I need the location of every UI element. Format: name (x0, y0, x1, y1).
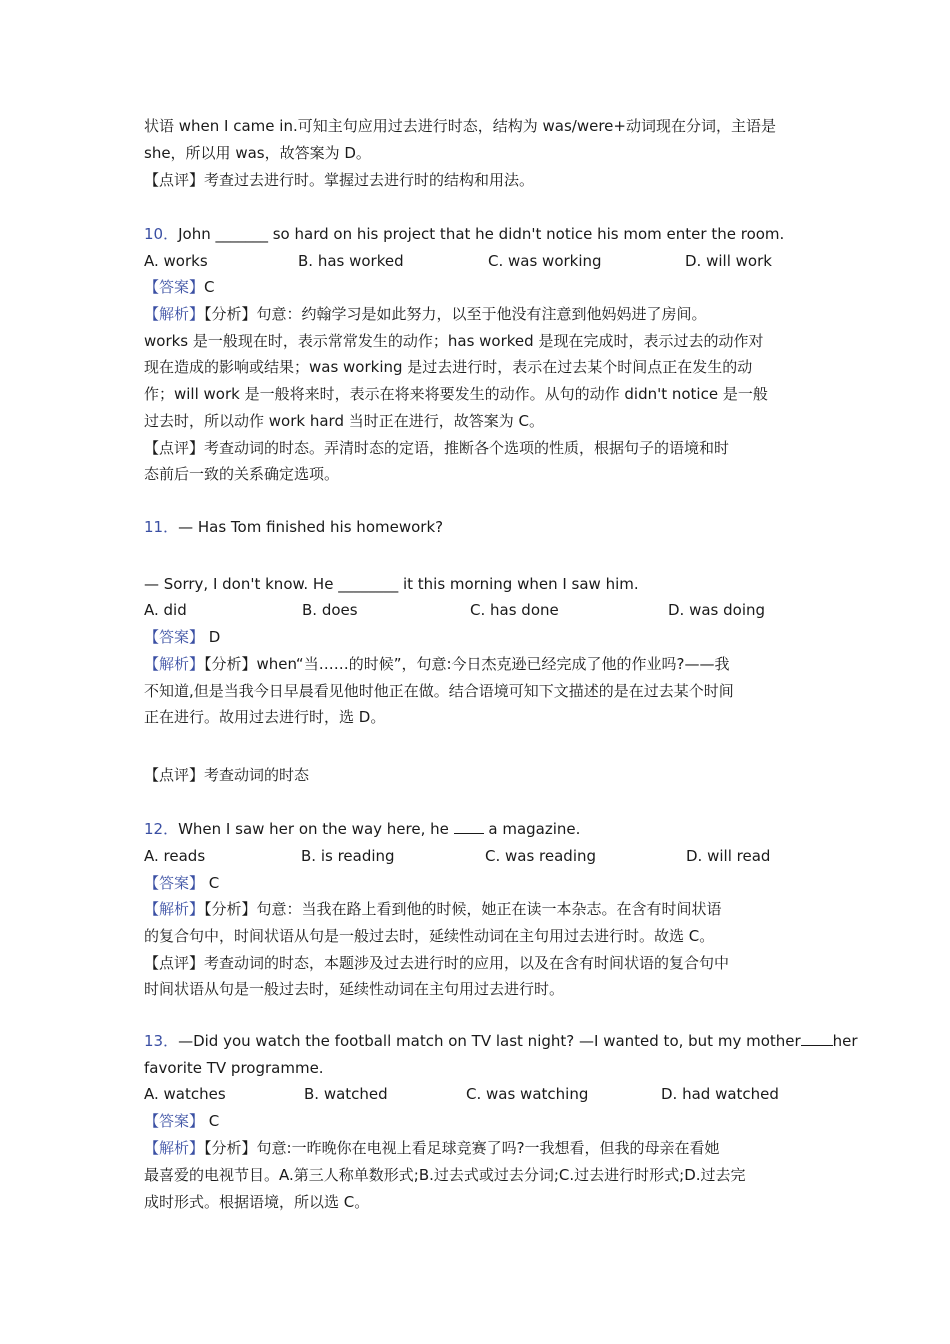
q13-option-b: B. watched (304, 1085, 388, 1103)
q12-blank (454, 819, 484, 834)
q11-analysis-line-3: 正在进行。故用过去进行时，选 D。 (144, 708, 386, 726)
q12-option-b: B. is reading (301, 847, 395, 865)
q11-analysis-line-1 (144, 654, 730, 674)
q13-stem-2: favorite TV programme. (144, 1059, 324, 1077)
analysis-label: 【解析】 (144, 655, 205, 673)
q12-number: 12． (144, 820, 179, 838)
analysis-text: 【分析】句意：约翰学习是如此努力，以至于他没有注意到他妈妈进了房间。 (204, 305, 707, 323)
q10-analysis-line-1 (144, 304, 707, 324)
q10-analysis-line-5: 过去时，所以动作 work hard 当时正在进行，故答案为 C。 (144, 412, 544, 430)
analysis-text: 【分析】句意:一昨晚你在电视上看足球竞赛了吗?一我想看，但我的母亲在看她 (204, 1139, 720, 1157)
q13-analysis-line-2: 最喜爱的电视节目。A.第三人称单数形式;B.过去式或过去分词;C.过去进行时形式;D.过去完 (144, 1166, 746, 1184)
q13-option-c: C. was watching (466, 1085, 589, 1103)
q12-stem (144, 819, 580, 839)
q13-number: 13． (144, 1032, 179, 1050)
answer-value: D (208, 628, 221, 646)
q10-stem-text: John _______ so hard on his project that he didn't notice his mom enter the room. (178, 225, 785, 243)
comment-text: 考查过去进行时。掌握过去进行时的结构和用法。 (204, 171, 535, 189)
q12-option-c: C. was reading (485, 847, 597, 865)
answer-label: 【答案】 (144, 628, 205, 646)
q13-stem-before: —Did you watch the football match on TV last night? —I wanted to, but my mother (178, 1032, 801, 1050)
q11-option-a: A. did (144, 601, 187, 619)
q13-answer (144, 1111, 219, 1131)
q12-stem-before: When I saw her on the way here, he (178, 820, 454, 838)
intro-line-2: she，所以用 was，故答案为 D。 (144, 144, 371, 162)
answer-label: 【答案】 (144, 874, 205, 892)
q11-answer (144, 627, 220, 647)
answer-value: C (208, 1112, 220, 1130)
q11-stem-2: — Sorry, I don't know. He ________ it this morning when I saw him. (144, 575, 639, 593)
analysis-label: 【解析】 (144, 1139, 205, 1157)
answer-value: C (208, 874, 220, 892)
q12-answer (144, 873, 219, 893)
q10-number: 10． (144, 225, 179, 243)
q10-analysis-line-2: works 是一般现在时，表示常常发生的动作；has worked 是现在完成时，表示过去的动作对 (144, 332, 764, 350)
q10-analysis-line-3: 现在造成的影响或结果；was working 是过去进行时，表示在过去某个时间点正在发生的动 (144, 358, 753, 376)
intro-comment (144, 170, 534, 190)
comment-label: 【点评】 (144, 171, 205, 189)
answer-value: C (204, 278, 215, 296)
q11-number: 11． (144, 518, 179, 536)
q13-analysis-line-1 (144, 1138, 720, 1158)
q10-option-d: D. will work (685, 252, 772, 270)
analysis-label: 【解析】 (144, 305, 205, 323)
q12-stem-after: a magazine. (483, 820, 581, 838)
q11-analysis-line-2: 不知道,但是当我今日早晨看见他时他正在做。结合语境可知下文描述的是在过去某个时间 (144, 682, 734, 700)
q10-stem (144, 224, 784, 244)
q13-stem-after: her (832, 1032, 858, 1050)
q13-stem-1 (144, 1031, 858, 1051)
q12-option-d: D. will read (686, 847, 771, 865)
q11-comment: 【点评】考查动词的时态 (144, 766, 310, 784)
q12-comment-line-1: 【点评】考查动词的时态，本题涉及过去进行时的应用，以及在含有时间状语的复合句中 (144, 954, 730, 972)
q10-option-a: A. works (144, 252, 208, 270)
q12-option-a: A. reads (144, 847, 206, 865)
q10-answer (144, 277, 215, 297)
q13-option-a: A. watches (144, 1085, 226, 1103)
q10-analysis-line-4: 作；will work 是一般将来时，表示在将来将要发生的动作。从句的动作 didn't notice 是一般 (144, 385, 768, 403)
q11-option-d: D. was doing (668, 601, 766, 619)
q10-comment-line-2: 态前后一致的关系确定选项。 (144, 465, 340, 483)
analysis-label: 【解析】 (144, 900, 205, 918)
q11-option-b: B. does (302, 601, 358, 619)
q12-analysis-line-2: 的复合句中，时间状语从句是一般过去时，延续性动词在主句用过去进行时。故选 C。 (144, 927, 715, 945)
q11-option-c: C. has done (470, 601, 559, 619)
intro-line-1: 状语 when I came in.可知主句应用过去进行时态，结构为 was/were+动词现在分词，主语是 (144, 117, 776, 135)
analysis-text: 【分析】句意：当我在路上看到他的时候，她正在读一本杂志。在含有时间状语 (204, 900, 722, 918)
q10-option-c: C. was working (488, 252, 602, 270)
answer-label: 【答案】 (144, 1112, 205, 1130)
q13-analysis-line-3: 成时形式。根据语境，所以选 C。 (144, 1193, 370, 1211)
q10-comment-line-1: 【点评】考查动词的时态。弄清时态的定语，推断各个选项的性质，根据句子的语境和时 (144, 439, 730, 457)
q13-blank (801, 1031, 833, 1046)
answer-label: 【答案】 (144, 278, 205, 296)
q13-option-d: D. had watched (661, 1085, 779, 1103)
q10-option-b: B. has worked (298, 252, 404, 270)
q12-analysis-line-1 (144, 899, 722, 919)
analysis-text: 【分析】when“当……的时候”，句意:今日杰克逊已经完成了他的作业吗?——我 (204, 655, 730, 673)
q11-stem-text: — Has Tom finished his homework? (178, 518, 444, 536)
q11-stem-1 (144, 517, 443, 537)
q12-comment-line-2: 时间状语从句是一般过去时，延续性动词在主句用过去进行时。 (144, 980, 565, 998)
